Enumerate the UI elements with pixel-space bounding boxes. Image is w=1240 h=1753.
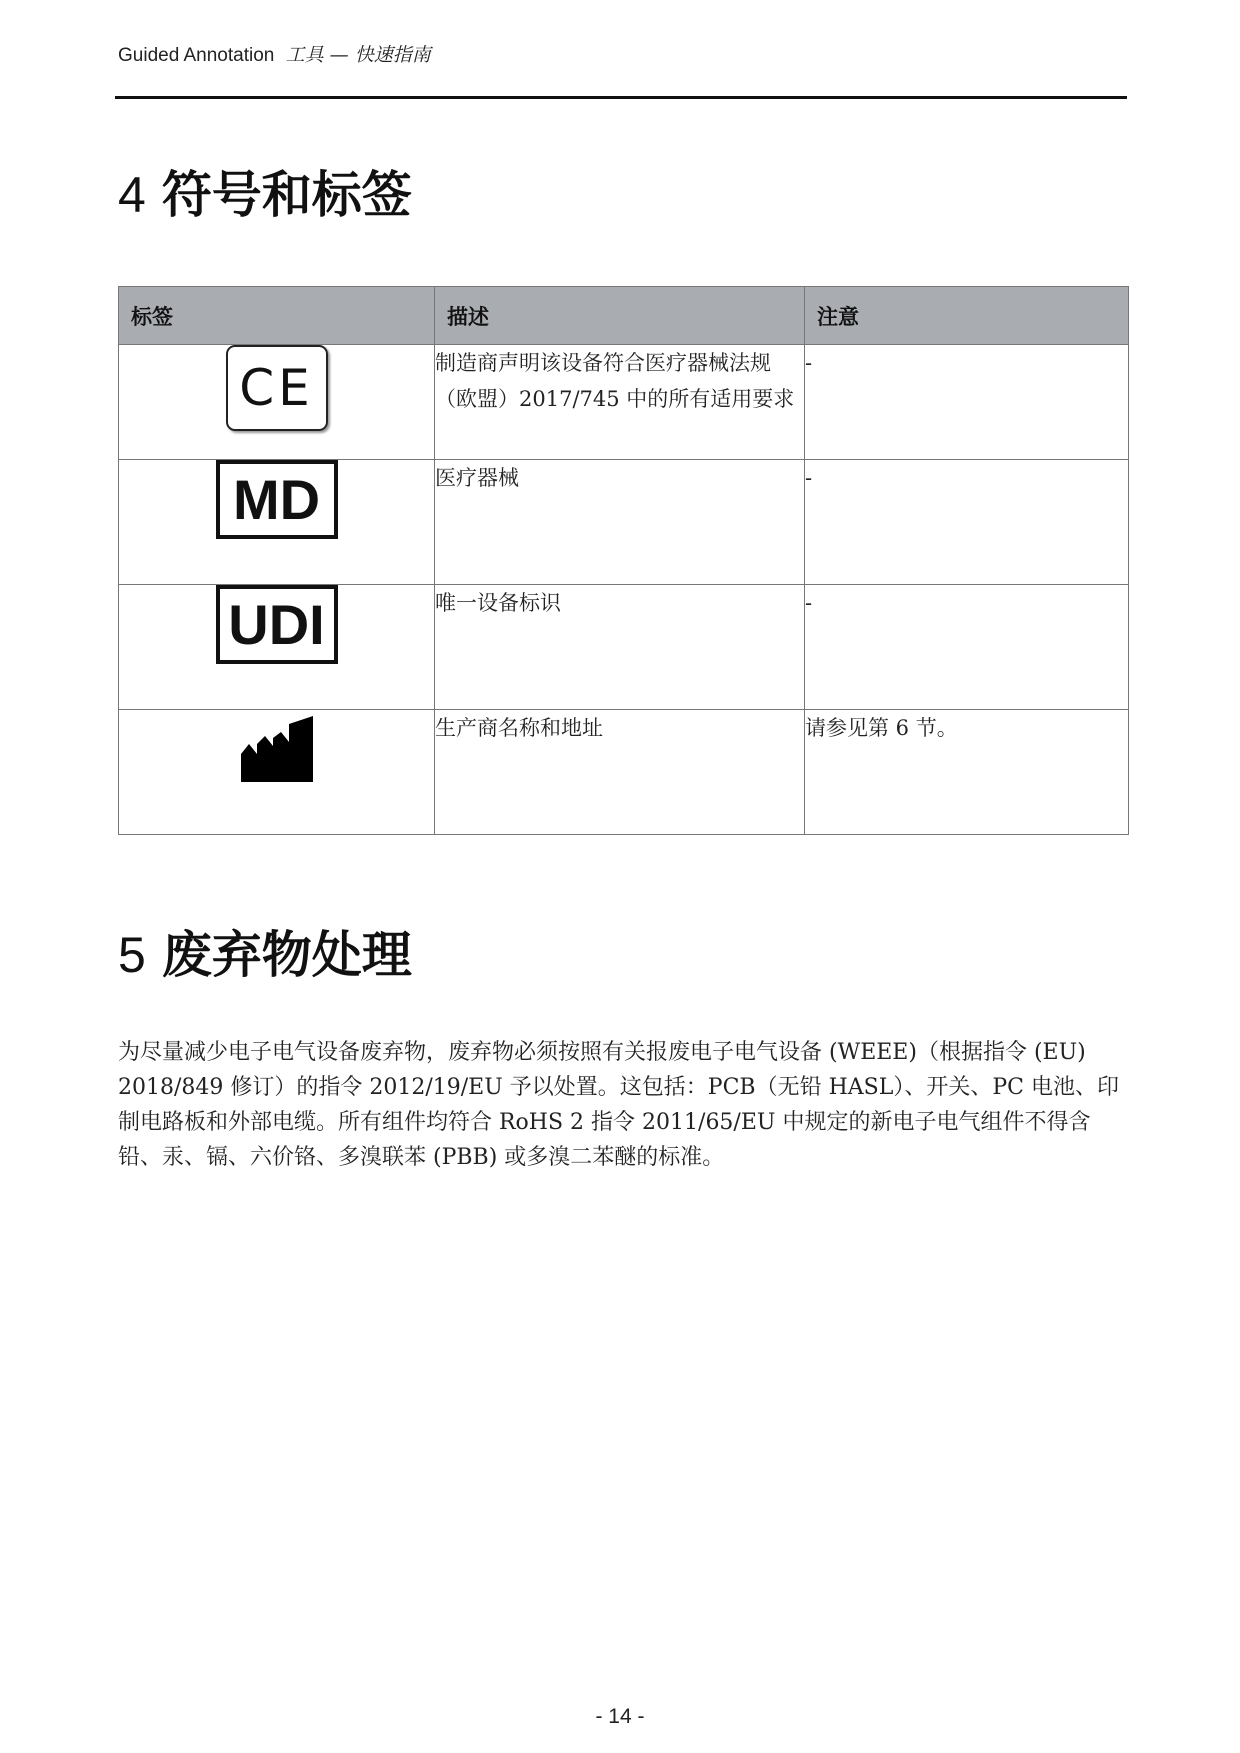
udi-icon: UDI: [216, 585, 338, 664]
page-number: - 14 -: [595, 1705, 645, 1728]
note-cell: -: [805, 345, 1129, 460]
section-4-number: 4: [118, 167, 146, 223]
note-cell: -: [805, 460, 1129, 585]
table-row: [119, 345, 1129, 460]
description-cell: 医疗器械: [435, 460, 805, 585]
note-cell: -: [805, 585, 1129, 710]
symbol-cell: [119, 460, 435, 585]
column-header-note: 注意: [805, 287, 1129, 345]
table-header-row: [119, 287, 1129, 345]
table-row: [119, 585, 1129, 710]
symbols-table: [118, 286, 1129, 835]
symbol-cell: [119, 585, 435, 710]
column-header-description: 描述: [435, 287, 805, 345]
symbol-cell: [119, 345, 435, 460]
table-row: [119, 460, 1129, 585]
column-header-label: 标签: [119, 287, 435, 345]
page-header: [118, 40, 431, 67]
header-title: Guided Annotation: [118, 45, 275, 66]
section-5-number: 5: [118, 927, 146, 983]
section-5-heading: [118, 927, 412, 983]
description-cell: 生产商名称和地址: [435, 710, 805, 835]
ce-mark-icon: CE: [226, 345, 328, 431]
section-5-title: 废弃物处理: [161, 927, 412, 983]
section-4-title: 符号和标签: [161, 167, 412, 223]
table-row: [119, 710, 1129, 835]
note-cell: 请参见第 6 节。: [805, 710, 1129, 835]
header-subtitle: 工具 — 快速指南: [285, 44, 431, 66]
symbol-cell: [119, 710, 435, 835]
section-4-heading: [118, 167, 412, 223]
description-cell: 唯一设备标识: [435, 585, 805, 710]
md-medical-device-icon: MD: [216, 460, 338, 539]
description-cell: 制造商声明该设备符合医疗器械法规（欧盟）2017/745 中的所有适用要求: [435, 345, 805, 460]
header-divider: [115, 96, 1127, 99]
waste-disposal-paragraph: 为尽量减少电子电气设备废弃物，废弃物必须按照有关报废电子电气设备 (WEEE)（根据指令 (EU) 2018/849 修订）的指令 2012/19/EU 予以处置。这包括：PCB（无铅 HASL）、开关、PC 电池、印制电路板和外部电缆。所有组件均符合 RoHS 2 指令 2011/65/EU 中规定的新电子电气组件不得含铅、汞、镉、六价铬、多溴联苯 (PBB) 或多溴二苯醚的标准。: [118, 1040, 1119, 1170]
manufacturer-factory-icon: [241, 716, 313, 787]
